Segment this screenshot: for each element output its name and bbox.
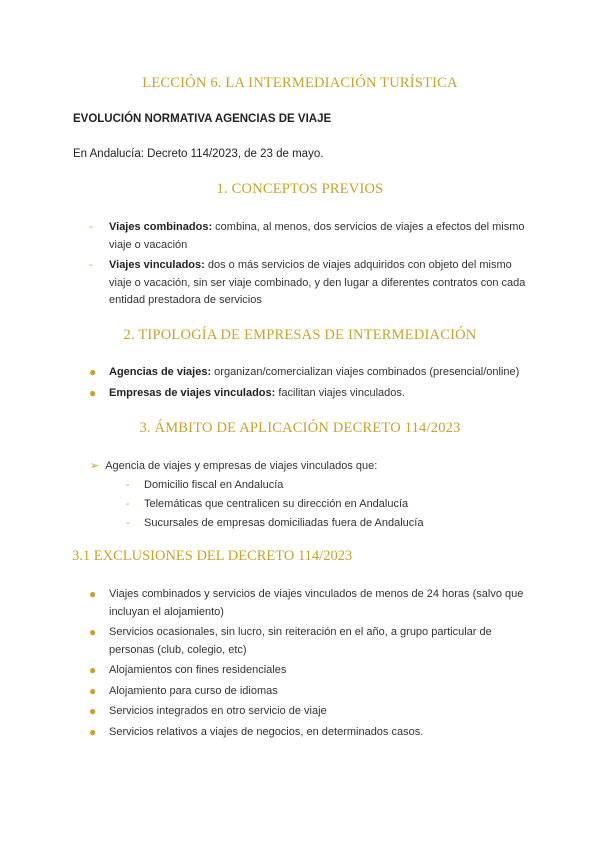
- subitem-text: Domicilio fiscal en Andalucía: [144, 479, 284, 491]
- subitem-text: Sucursales de empresas domiciliadas fuera de Andalucía: [144, 517, 424, 529]
- subitem-text: Telemáticas que centralicen su dirección en Andalucía: [144, 498, 409, 510]
- exclusion-text: Servicios relativos a viajes de negocios, en determinados casos.: [109, 725, 424, 738]
- bullet-dot: ●: [89, 724, 97, 739]
- term-description: facilitan viajes vinculados.: [275, 386, 405, 399]
- list-item: [73, 219, 533, 254]
- exclusion-text: Alojamiento para curso de idiomas: [109, 684, 278, 697]
- term-label: Viajes combinados:: [109, 221, 213, 233]
- typology-list: [73, 364, 533, 405]
- term-description: dos o más servicios de viajes adquiridos con objeto del mismo viaje o vacación, sin ser viaje combinado, y den lugar a diferentes contratos con cada entidad prestadora de servicios: [109, 259, 526, 306]
- arrow-marker: ➢: [90, 460, 100, 472]
- exclusion-text: Viajes combinados y servicios de viajes vinculados de menos de 24 horas (salvo que incluyan el alojamiento): [109, 588, 524, 618]
- bullet-dot: ●: [89, 663, 97, 677]
- term-label: Empresas de viajes vinculados:: [109, 386, 276, 399]
- list-item: [90, 477, 423, 495]
- dash-marker: -: [89, 221, 93, 233]
- list-item: [73, 586, 533, 621]
- scope-sublist: [90, 477, 423, 534]
- list-item: [90, 496, 423, 514]
- exclusion-text: Servicios ocasionales, sin lucro, sin reiteración en el año, a grupo particular de personas (club, colegio, etc): [109, 626, 492, 656]
- bullet-dot: ●: [89, 704, 97, 718]
- term-description: combina, al menos, dos servicios de viajes a efectos del mismo viaje o vacación: [109, 221, 525, 251]
- intro-text: En Andalucía: Decreto 114/2023, de 23 de mayo.: [73, 148, 324, 160]
- section2-heading: 2. TIPOLOGÍA DE EMPRESAS DE INTERMEDIACIÓN: [123, 327, 477, 343]
- term-label: Viajes vinculados:: [109, 259, 205, 271]
- term-description: organizan/comercializan viajes combinados (presencial/online): [211, 366, 520, 378]
- dash-marker: -: [126, 498, 130, 510]
- list-item: [73, 364, 533, 382]
- list-item: [73, 385, 533, 403]
- list-item: [73, 683, 533, 701]
- exclusion-text: Servicios integrados en otro servicio de viaje: [109, 705, 327, 717]
- bullet-dot: ●: [89, 683, 97, 698]
- scope-lead-text: Agencia de viajes y empresas de viajes vinculados que:: [105, 460, 378, 472]
- list-item: [73, 703, 533, 721]
- list-item: [90, 515, 423, 533]
- list-item: [73, 724, 533, 742]
- exclusions-list: [73, 586, 533, 744]
- term-label: Agencias de viajes:: [109, 366, 212, 378]
- section3-heading: 3. ÁMBITO DE APLICACIÓN DECRETO 114/2023: [139, 420, 461, 436]
- bullet-dot: ●: [89, 365, 97, 379]
- list-item: [73, 257, 533, 310]
- scope-lead: [90, 459, 377, 472]
- bullet-dot: ●: [89, 625, 97, 639]
- dash-marker: -: [126, 517, 130, 529]
- document-title: LECCIÓN 6. LA INTERMEDIACIÓN TURÍSTICA: [142, 75, 458, 91]
- section1-heading: 1. CONCEPTOS PREVIOS: [216, 181, 384, 197]
- concepts-list: [73, 219, 533, 313]
- section31-heading: 3.1 EXCLUSIONES DEL DECRETO 114/2023: [72, 548, 353, 564]
- document-subtitle: EVOLUCIÓN NORMATIVA AGENCIAS DE VIAJE: [73, 113, 332, 125]
- bullet-dot: ●: [89, 385, 97, 400]
- exclusion-text: Alojamientos con fines residenciales: [109, 664, 287, 676]
- list-item: [73, 662, 533, 680]
- dash-marker: -: [126, 479, 130, 491]
- dash-marker: -: [89, 259, 93, 271]
- list-item: [73, 624, 533, 659]
- bullet-dot: ●: [89, 587, 97, 601]
